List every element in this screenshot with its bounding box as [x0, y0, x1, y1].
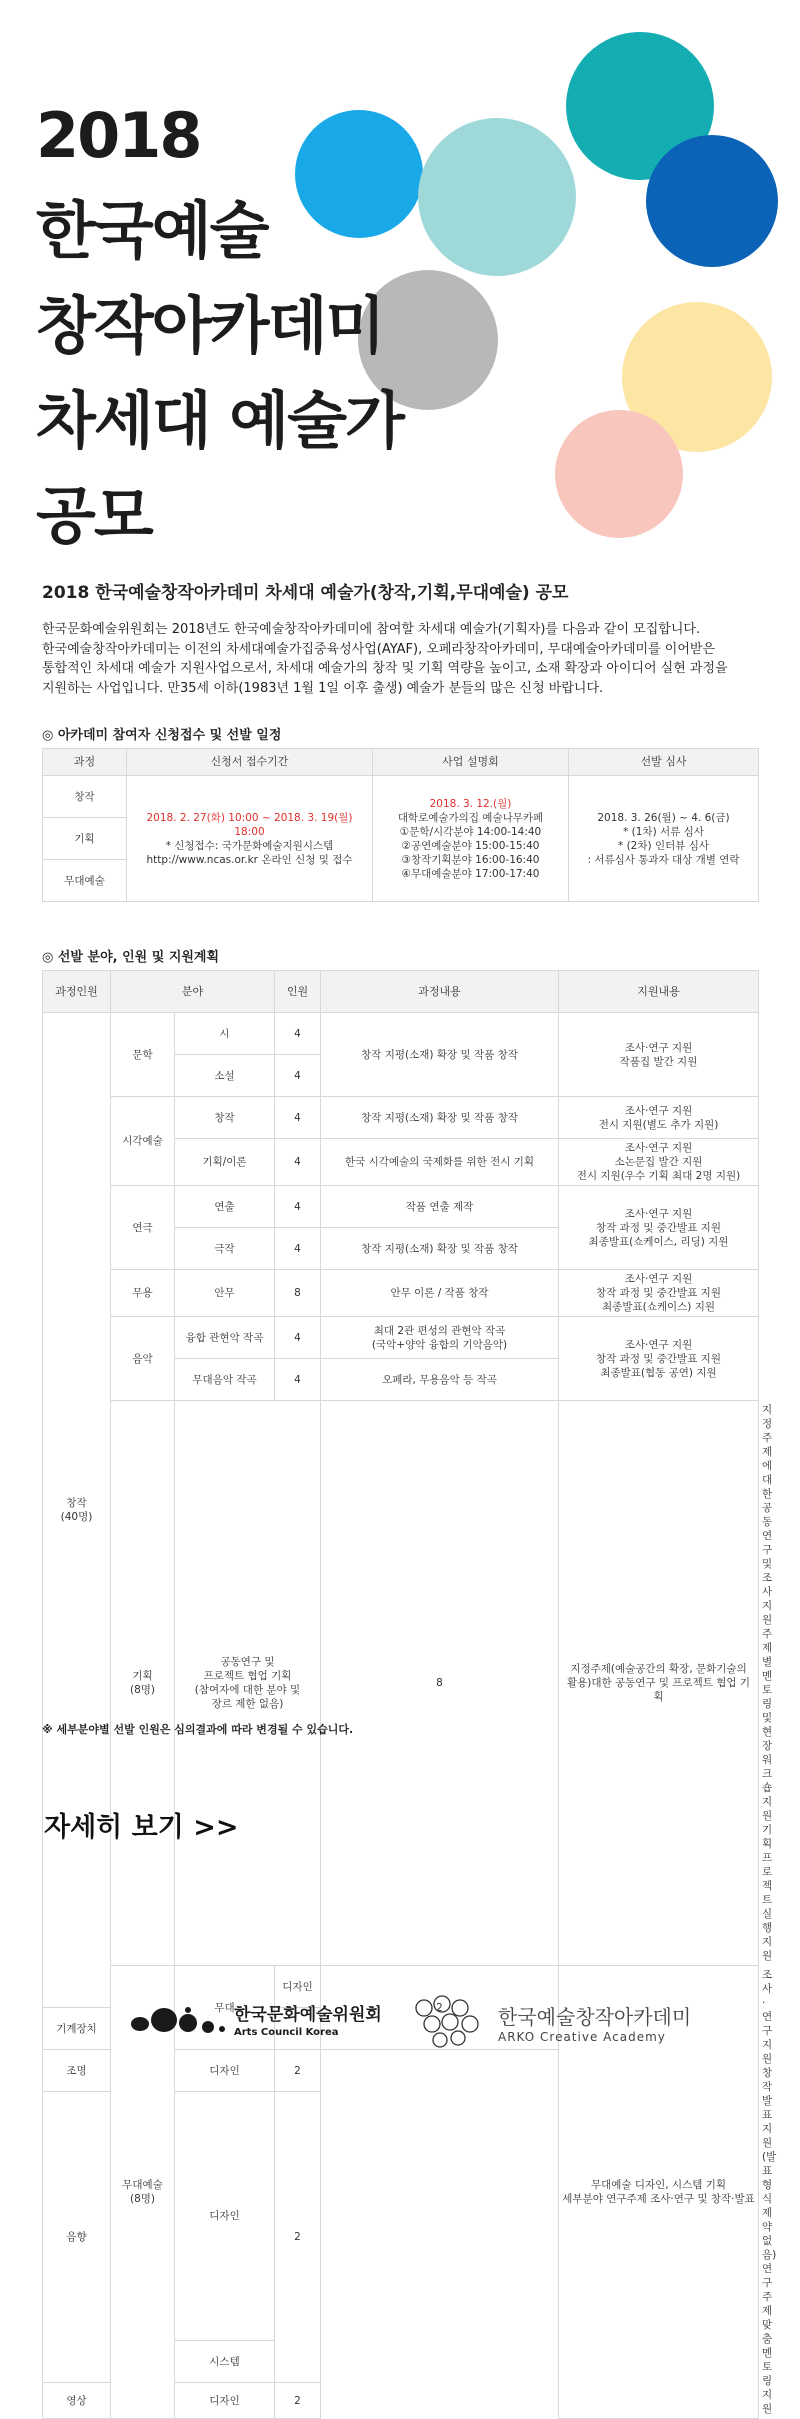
sub-field: 안무 — [175, 1270, 275, 1317]
field-jomyeong: 조명 — [43, 2050, 111, 2092]
course-cell: 기획 — [43, 818, 127, 860]
support-cell: 조사·연구 지원 작품집 발간 지원 — [559, 1013, 759, 1097]
count-cell: 4 — [275, 1055, 321, 1097]
sub-field: 기계장치 — [43, 2008, 111, 2050]
group-mudae: 무대예술 (8명) — [111, 1966, 175, 2419]
content-cell: 창작 지평(소재) 확장 및 작품 창작 — [321, 1013, 559, 1097]
header-application-period: 신청서 접수기간 — [127, 749, 373, 776]
intro-line: 한국예술창작아카데미는 이전의 차세대예술가집중육성사업(AYAF), 오페라창작아카데미, 무대예술아카데미를 이어받은 — [42, 641, 716, 657]
content-cell: 작품 연출 제작 — [321, 1186, 559, 1228]
header-group: 과정인원 — [43, 971, 111, 1013]
count-cell: 8 — [321, 1401, 559, 1966]
field-eumak: 음악 — [111, 1317, 175, 1401]
screening-step: * (2차) 인터뷰 심사 — [618, 839, 709, 852]
content-cell: 지정주제(예술공간의 확장, 문화기술의 활용)대한 공동연구 및 프로젝트 협업 기획 — [559, 1401, 759, 1966]
arts-council-logo[interactable] — [130, 2000, 382, 2038]
intro-line: 지원하는 사업입니다. 만35세 이하(1983년 1월 1일 이후 출생) 예술가 분들의 많은 신청 바랍니다. — [42, 680, 604, 696]
application-method: * 신청접수: 국가문화예술지원시스템 — [165, 839, 334, 852]
arts-council-name-en: Arts Council Korea — [234, 2027, 339, 2038]
content-cell: 오페라, 무용음악 등 작곡 — [321, 1359, 559, 1401]
hero-banner — [0, 0, 800, 560]
mint-circle — [418, 118, 576, 276]
field-yeongeuk: 연극 — [111, 1186, 175, 1270]
more-details-link[interactable]: 자세히 보기 >> — [44, 1812, 239, 1843]
announcement-subtitle: 2018 한국예술창작아카데미 차세대 예술가(창작,기획,무대예술) 공모 — [42, 583, 569, 603]
count-cell: 2 — [321, 1966, 559, 2050]
support-cell: 조사·연구 지원 창작 과정 및 중간발표 지원 최종발표(쇼케이스, 리딩) 지원 — [559, 1186, 759, 1270]
count-cell: 4 — [275, 1097, 321, 1139]
arko-academy-name: 한국예술창작아카데미 — [498, 2004, 692, 2029]
navy-blue-circle — [646, 135, 778, 267]
header-screening: 선발 심사 — [569, 749, 759, 776]
screening-step: : 서류심사 통과자 대상 개별 연락 — [587, 853, 740, 866]
selection-heading: ◎ 선발 분야, 인원 및 지원계획 — [42, 950, 220, 965]
arko-academy-mark-icon — [412, 1994, 488, 2050]
sub-field: 시 — [175, 1013, 275, 1055]
sub-field: 디자인 — [175, 2383, 275, 2419]
content-cell: 창작 지평(소재) 확장 및 작품 창작 — [321, 1228, 559, 1270]
screening-period: 2018. 3. 26(월) ~ 4. 6(금) — [597, 811, 730, 824]
briefing-session: ①문학/시각분야 14:00-14:40 — [399, 825, 542, 838]
sub-field: 기획/이론 — [175, 1139, 275, 1186]
count-cell: 4 — [275, 1317, 321, 1359]
hero-title-line: 한국예술 — [36, 194, 268, 267]
field-munhak: 문학 — [111, 1013, 175, 1097]
count-cell: 4 — [275, 1013, 321, 1055]
hero-title-line: 2018 — [36, 99, 201, 172]
peach-circle — [555, 410, 683, 538]
sub-field: 창작 — [175, 1097, 275, 1139]
briefing-session: ②공연예술분야 15:00-15:40 — [401, 839, 540, 852]
selection-note: ※ 세부분야별 선발 인원은 심의결과에 따라 변경될 수 있습니다. — [42, 1723, 354, 1736]
field-mudae: 무대 — [175, 1966, 275, 2050]
field-sigak: 시각예술 — [111, 1097, 175, 1186]
sub-field: 시스템 — [175, 2341, 275, 2383]
header-support: 지원내용 — [559, 971, 759, 1013]
screening-step: * (1차) 서류 심사 — [623, 825, 704, 838]
count-cell: 4 — [275, 1139, 321, 1186]
sub-field: 극작 — [175, 1228, 275, 1270]
briefing-place: 대학로예술가의집 예술나무카페 — [397, 811, 544, 824]
selection-table: 과정인원 분야 인원 과정내용 지원내용 창작 (40명) 문학 시 4 창작 지평(소재) 확장 및 작품 창작 조사·연구 지원 작품집 발간 지원 소설 4 시각예술 창작 4 창작 지평(소재) 확장 및 작품 창작 조사·연구 지원 전시 지원(별도 추가 지원) 기획/이론 4 한국 시각예술의 국제화를 위한 전시 기획 조사·연구 지원 소논문집 발간 지원 전시 지원(우수 기획 최대 2명 지원) 연극 연출 4 작품 연출 제작 조사·연구 지원 창작 과정 및 중간발표 지원 최종발표(쇼케이스, 리딩) 지원 극작 4 창작 지평(소재) 확장 및 작품 창작 무용 안무 8 안무 이론 / 작품 창작 조사·연구 지원 창작 과정 및 중간발표 지원 최종발표(쇼케이스) 지원 음악 융합 관현악 작곡 4 최대 2관 편성의 관현악 작곡 (국악+양악 융합의 기악음악) 조사·연구 지원 창작 과정 및 중간발표 지원 최종발표(협동 공연) 지원 무대음악 작곡 4 오페라, 무용음악 등 작곡 기획 (8명) 공동연구 및 프로젝트 협업 기획 (참여자에 대한 분야 및 장르 제한 없음) 8 지정주제(예술공간의 확장, 문화기술의 활용)대한 공동연구 및 프로젝트 협업 기획 지정주제에 대한 공동연구 및 조사 지원 주제별 멘토링 및 현장워크숍 지원 기획 프로젝트 실행 지원 무대예술 (8명) 무대 디자인 2 무대예술 디자인, 시스템 기획 세부분야 연구주제 조사·연구 및 창작·발표 조사·연구 지원 창작 발표 지원(발표 형식 제약없음) 연구주제 맞춤 멘토링 지원 기계장치 조명 디자인 2 음향 디자인 2 시스템 영상 디자인 2 — [42, 970, 759, 2419]
hero-title-line: 창작아카데미 — [36, 289, 384, 362]
field-muyong: 무용 — [111, 1270, 175, 1317]
briefing-session: ④무대예술분야 17:00-17:40 — [401, 867, 540, 880]
field-eumhyang: 음향 — [43, 2092, 111, 2383]
screening-cell — [569, 776, 759, 902]
briefing-date: 2018. 3. 12.(월) — [429, 797, 512, 810]
header-course: 과정 — [43, 749, 127, 776]
support-cell: 조사·연구 지원 창작 과정 및 중간발표 지원 최종발표(협동 공연) 지원 — [559, 1317, 759, 1401]
application-period: 2018. 2. 27(화) 10:00 ~ 2018. 3. 19(월) 18:00 — [146, 811, 353, 838]
application-url: http://www.ncas.or.kr 온라인 신청 및 접수 — [146, 853, 353, 866]
course-cell: 무대예술 — [43, 860, 127, 902]
support-cell: 조사·연구 지원 전시 지원(별도 추가 지원) — [559, 1097, 759, 1139]
schedule-heading: ◎ 아카데미 참여자 신청접수 및 선발 일정 — [42, 728, 282, 743]
content-cell: 안무 이론 / 작품 창작 — [321, 1270, 559, 1317]
arko-academy-name-en: ARKO Creative Academy — [498, 2029, 666, 2044]
count-cell: 8 — [275, 1270, 321, 1317]
group-gihoek: 기획 (8명) — [111, 1401, 175, 1966]
hero-title-line: 차세대 예술가 — [36, 384, 403, 457]
support-cell: 조사·연구 지원 소논문집 발간 지원 전시 지원(우수 기획 최대 2명 지원) — [559, 1139, 759, 1186]
briefing-cell — [373, 776, 569, 902]
header-content: 과정내용 — [321, 971, 559, 1013]
hero-title — [36, 88, 403, 563]
intro-line: 통합적인 차세대 예술가 지원사업으로서, 차세대 예술가의 창작 및 기획 역량을 높이고, 소재 확장과 아이디어 실현 과정을 — [42, 661, 728, 676]
intro-paragraph — [42, 620, 762, 698]
sub-field: 무대음악 작곡 — [175, 1359, 275, 1401]
content-cell: 창작 지평(소재) 확장 및 작품 창작 — [321, 1097, 559, 1139]
sub-field: 디자인 — [175, 2050, 275, 2092]
header-count: 인원 — [275, 971, 321, 1013]
schedule-table — [42, 748, 759, 902]
header-field: 분야 — [111, 971, 275, 1013]
arts-council-name: 한국문화예술위원회 — [234, 2005, 382, 2025]
count-cell: 4 — [275, 1228, 321, 1270]
sub-field: 디자인 — [175, 2092, 275, 2341]
sub-field: 연출 — [175, 1186, 275, 1228]
intro-line: 한국문화예술위원회는 2018년도 한국예술창작아카데미에 참여할 차세대 예술가(기획자)를 다음과 같이 모집합니다. — [42, 622, 701, 637]
count-cell: 4 — [275, 1359, 321, 1401]
header-briefing: 사업 설명회 — [373, 749, 569, 776]
arko-academy-logo[interactable] — [412, 1994, 691, 2050]
arts-council-mark-icon — [130, 2002, 226, 2036]
field-gihoek: 공동연구 및 프로젝트 협업 기획 (참여자에 대한 분야 및 장르 제한 없음) — [175, 1401, 321, 1966]
count-cell: 2 — [275, 2050, 321, 2092]
content-cell: 한국 시각예술의 국제화를 위한 전시 기획 — [321, 1139, 559, 1186]
sub-field: 소설 — [175, 1055, 275, 1097]
application-period-cell — [127, 776, 373, 902]
support-cell: 조사·연구 지원 창작 과정 및 중간발표 지원 최종발표(쇼케이스) 지원 — [559, 1270, 759, 1317]
content-cell: 최대 2관 편성의 관현악 작곡 (국악+양악 융합의 기악음악) — [321, 1317, 559, 1359]
sub-field: 융합 관현악 작곡 — [175, 1317, 275, 1359]
course-cell: 창작 — [43, 776, 127, 818]
group-changjak: 창작 (40명) — [43, 1013, 111, 2008]
count-cell: 2 — [275, 2383, 321, 2419]
hero-title-line: 공모 — [36, 479, 152, 552]
briefing-session: ③창작기획분야 16:00-16:40 — [401, 853, 540, 866]
count-cell: 2 — [275, 2092, 321, 2383]
field-yeongsang: 영상 — [43, 2383, 111, 2419]
count-cell: 4 — [275, 1186, 321, 1228]
sub-field: 디자인 — [275, 1966, 321, 2008]
content-cell: 무대예술 디자인, 시스템 기획 세부분야 연구주제 조사·연구 및 창작·발표 — [559, 1966, 759, 2419]
